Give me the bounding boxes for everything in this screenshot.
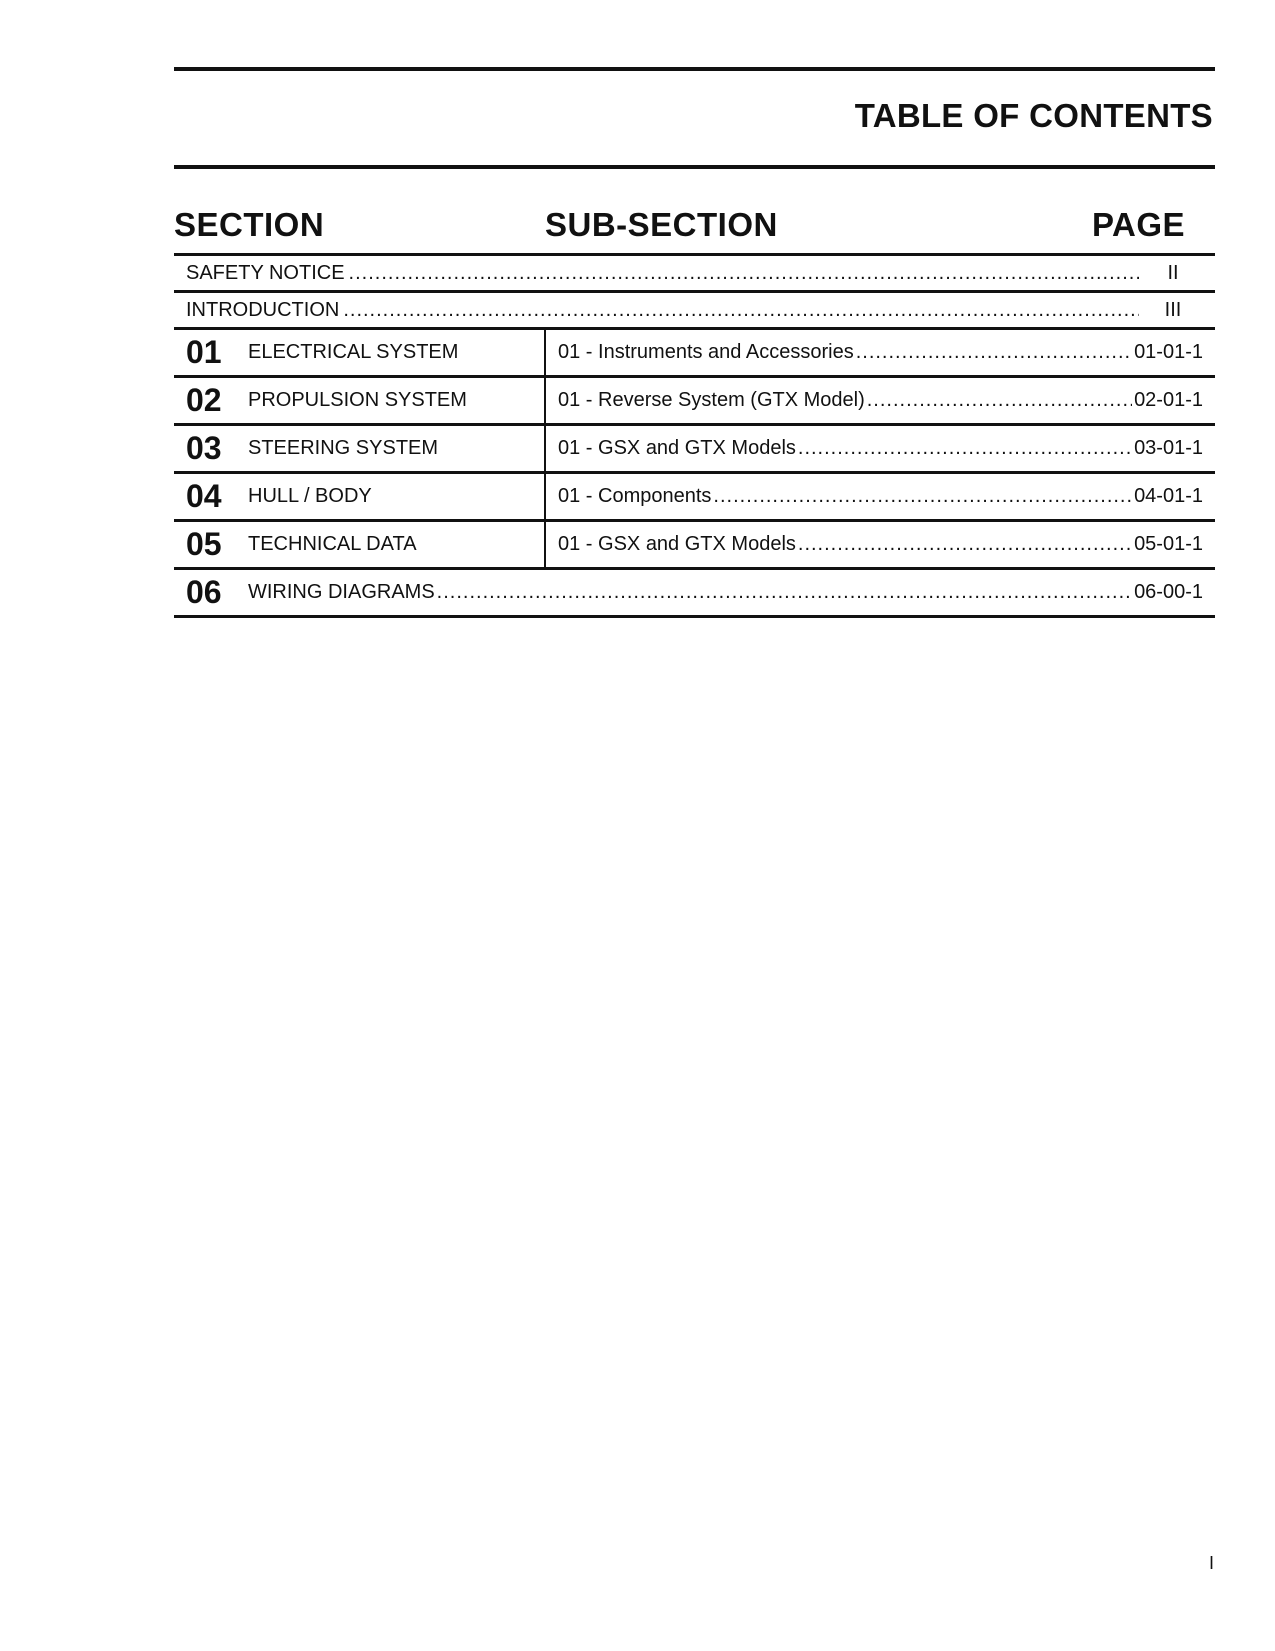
dot-leader: [713, 485, 1132, 508]
section-number: 02: [186, 382, 222, 418]
dot-leader: [867, 389, 1132, 412]
toc-row-section-05[interactable]: [174, 522, 1215, 570]
section-name: STEERING SYSTEM: [248, 437, 439, 459]
section-number: 05: [186, 526, 222, 562]
toc-row-safety-notice[interactable]: [174, 256, 1215, 293]
toc-entry-page: III: [1164, 298, 1182, 321]
toc-row-section-06[interactable]: [174, 570, 1215, 618]
dot-leader: [798, 533, 1132, 556]
subsection-page: 03-01-1: [1134, 437, 1203, 459]
section-name: PROPULSION SYSTEM: [248, 389, 467, 411]
subsection-label: 01 - Reverse System (GTX Model): [558, 389, 865, 411]
section-number: 06: [186, 574, 222, 610]
section-name: ELECTRICAL SYSTEM: [248, 341, 459, 363]
section-number: 01: [186, 334, 222, 370]
page-title: TABLE OF CONTENTS: [854, 97, 1213, 134]
subsection-page: 01-01-1: [1134, 341, 1203, 363]
toc-row-section-04[interactable]: [174, 474, 1215, 522]
toc-row-introduction[interactable]: [174, 293, 1215, 330]
subsection-label: 01 - GSX and GTX Models: [558, 533, 796, 555]
dot-leader: [798, 437, 1132, 460]
page-number: I: [1209, 1553, 1215, 1573]
column-divider: [544, 378, 546, 423]
dot-leader: [437, 581, 1132, 604]
column-divider: [544, 522, 546, 567]
toc-entry-label: SAFETY NOTICE: [186, 261, 345, 284]
subsection-label: 01 - Instruments and Accessories: [558, 341, 854, 363]
subsection-page: 05-01-1: [1134, 533, 1203, 555]
column-header-subsection: SUB-SECTION: [545, 206, 778, 243]
column-divider: [544, 330, 546, 375]
section-number: 04: [186, 478, 222, 514]
column-header-page: PAGE: [1092, 206, 1186, 243]
column-header-section: SECTION: [174, 206, 325, 243]
section-number: 03: [186, 430, 222, 466]
dot-leader: [349, 262, 1139, 285]
subsection-page: 04-01-1: [1134, 485, 1203, 507]
column-divider: [544, 426, 546, 471]
toc-entry-page: II: [1167, 261, 1179, 284]
title-rule: [174, 165, 1215, 169]
subsection-label: 01 - Components: [558, 485, 712, 507]
top-rule: [174, 67, 1215, 71]
section-name: TECHNICAL DATA: [248, 533, 417, 555]
toc-entry-label: INTRODUCTION: [186, 298, 340, 321]
section-page: 06-00-1: [1134, 581, 1203, 603]
toc-row-section-01[interactable]: [174, 330, 1215, 378]
dot-leader: [343, 299, 1139, 322]
toc-row-section-03[interactable]: [174, 426, 1215, 474]
subsection-label: 01 - GSX and GTX Models: [558, 437, 796, 459]
dot-leader: [856, 341, 1132, 364]
column-divider: [544, 474, 546, 519]
toc-row-section-02[interactable]: [174, 378, 1215, 426]
subsection-page: 02-01-1: [1134, 389, 1203, 411]
section-name: HULL / BODY: [248, 485, 372, 507]
section-name: WIRING DIAGRAMS: [248, 581, 435, 603]
toc-table: [174, 253, 1215, 618]
